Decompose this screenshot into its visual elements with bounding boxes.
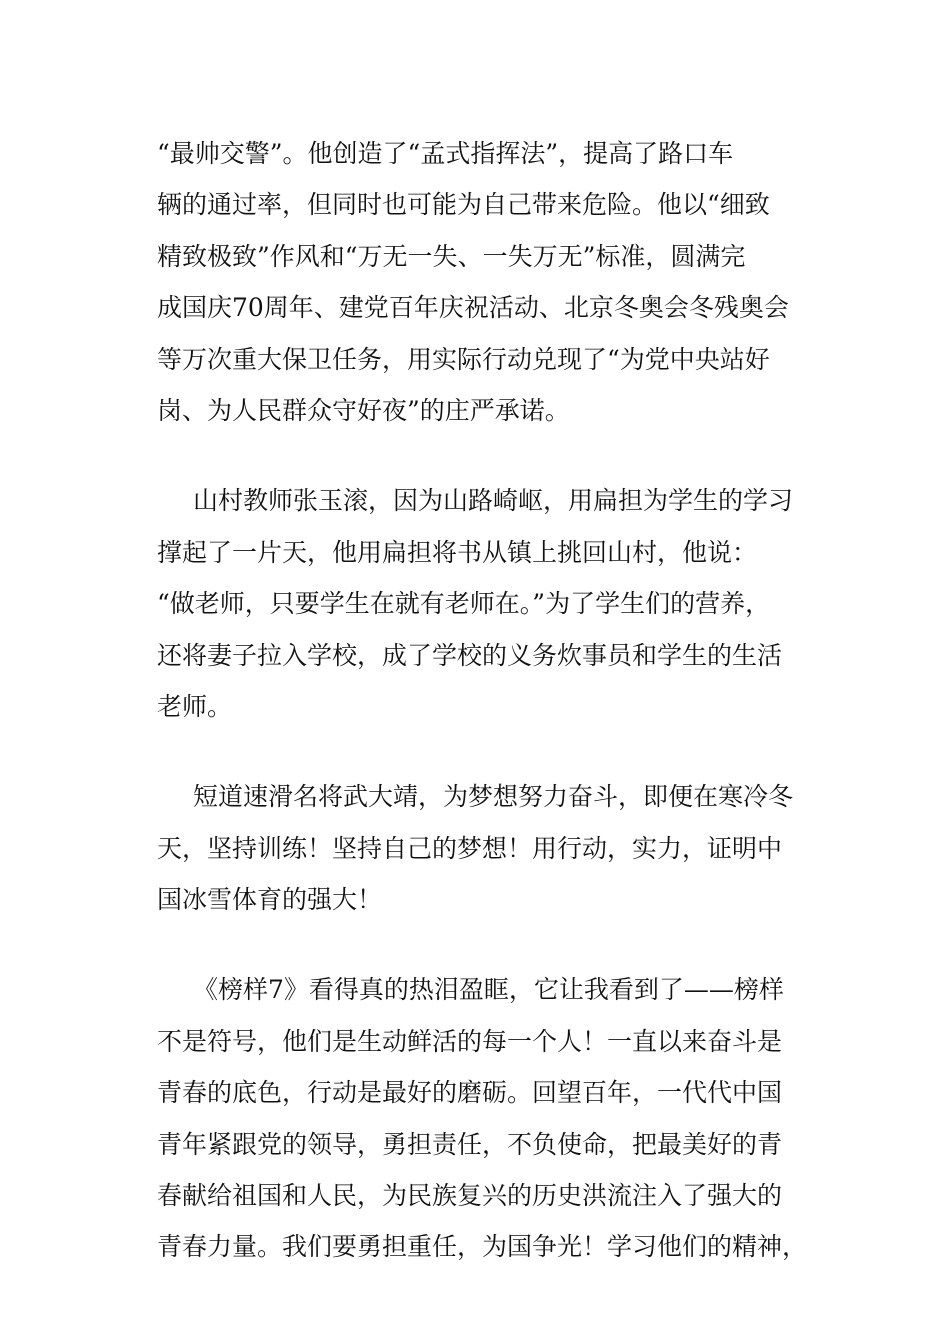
text-line: 春献给祖国和人民，为民族复兴的历史洪流注入了强大的: [157, 1181, 783, 1211]
text-line: 短道速滑名将武大靖，为梦想努力奋斗，即便在寒冷冬: [193, 782, 794, 812]
paragraph-speed-skater: [157, 771, 807, 925]
text-line: 还将妻子拉入学校，成了学校的义务炊事员和学生的生活: [157, 640, 783, 670]
text-line: 青春力量。我们要勇担重任，为国争光！学习他们的精神，: [157, 1232, 808, 1262]
text-line: 撑起了一片天，他用扁担将书从镇上挑回山村，他说：: [157, 537, 758, 567]
text-line: 山村教师张玉滚，因为山路崎岖，用扁担为学生的学习: [193, 486, 794, 516]
text-line: “做老师，只要学生在就有老师在。”为了学生们的营养，: [157, 589, 771, 619]
document-body: [157, 128, 807, 1273]
paragraph-reflection: [157, 964, 807, 1272]
text-line: 国冰雪体育的强大！: [157, 885, 383, 915]
paragraph-spacer: [157, 436, 807, 475]
text-line: 青年紧跟党的领导，勇担责任，不负使命，把最美好的青: [157, 1129, 783, 1159]
text-line: 青春的底色，行动是最好的磨砺。回望百年，一代代中国: [157, 1078, 783, 1108]
text-line: 《榜样7》看得真的热泪盈眶，它让我看到了——榜样: [193, 975, 784, 1005]
text-line: “最帅交警”。他创造了“孟式指挥法”，提高了路口车: [157, 139, 734, 168]
text-line: 岗、为人民群众守好夜”的庄严承诺。: [157, 395, 570, 425]
text-line: 辆的通过率，但同时也可能为自己带来危险。他以“细致: [157, 190, 770, 220]
text-line: 成国庆70周年、建党百年庆祝活动、北京冬奥会冬残奥会: [157, 293, 789, 323]
text-line: 不是符号，他们是生动鲜活的每一个人！一直以来奋斗是: [157, 1026, 783, 1056]
text-line: 天，坚持训练！坚持自己的梦想！用行动，实力，证明中: [157, 833, 783, 863]
text-line: 精致极致”作风和“万无一失、一失万无”标准，圆满完: [157, 241, 746, 271]
paragraph-spacer: [157, 925, 807, 964]
text-line: 老师。: [157, 691, 233, 721]
paragraph-traffic-police: [157, 128, 807, 436]
text-line: 等万次重大保卫任务，用实际行动兑现了“为党中央站好: [157, 344, 770, 374]
paragraph-village-teacher: [157, 475, 807, 732]
paragraph-spacer: [157, 732, 807, 771]
